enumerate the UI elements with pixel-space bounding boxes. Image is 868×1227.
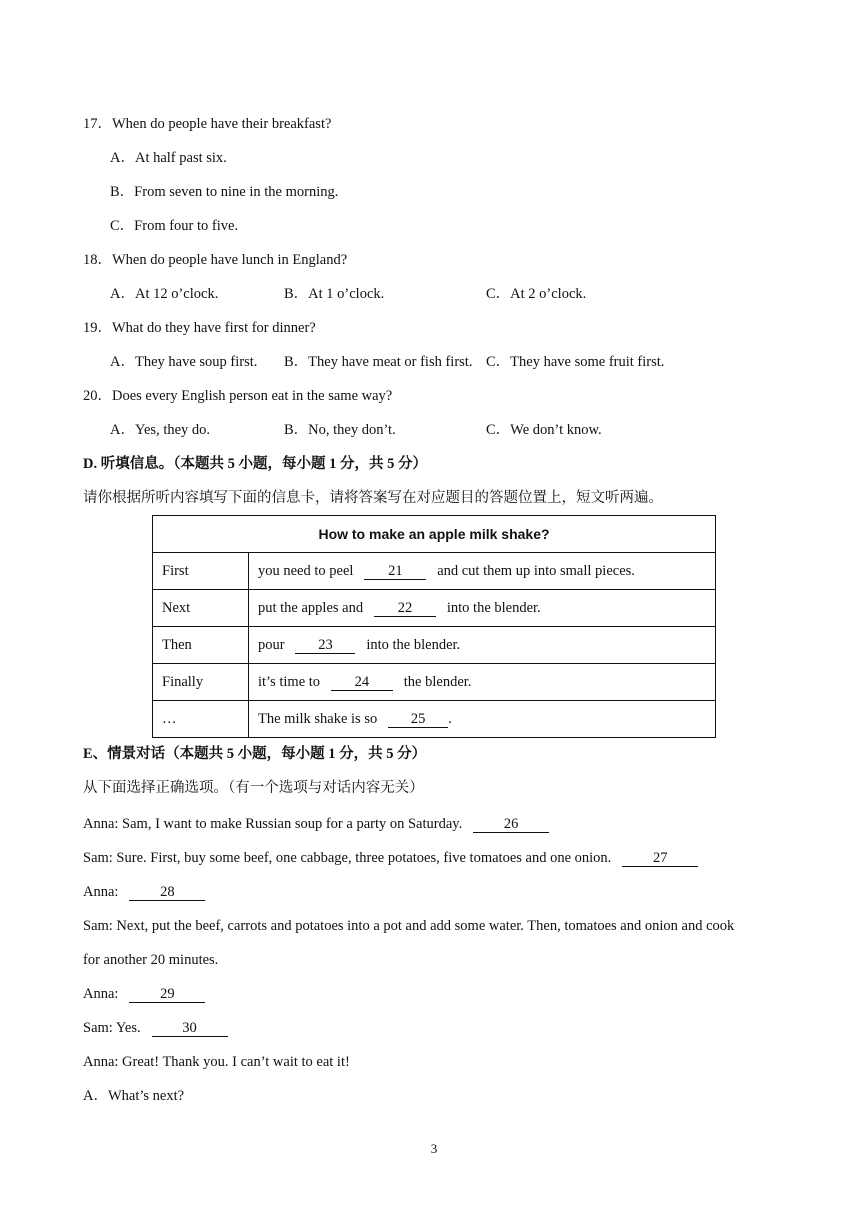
step-text-pre: pour <box>258 636 285 653</box>
dialogue-text: Anna: Sam, I want to make Russian soup for a party on Saturday. <box>83 816 463 832</box>
section-e-heading: E、情景对话（本题共 5 小题，每小题 1 分，共 5 分） <box>83 746 427 762</box>
table-title-row <box>153 516 716 553</box>
question-19-option-a: A．They have soup first. <box>110 354 258 370</box>
dialogue-text: Anna: <box>83 986 119 1002</box>
step-text <box>249 627 716 664</box>
step-text-pre: it’s time to <box>258 673 321 690</box>
question-20-stem: 20．Does every English person eat in the same way? <box>83 388 393 404</box>
table-row <box>153 553 716 590</box>
dialogue-line <box>83 849 698 867</box>
question-17-option-a: A．At half past six. <box>110 150 227 166</box>
page-number: 3 <box>430 1141 438 1156</box>
answer-blank-26: 26 <box>473 816 549 833</box>
question-17-option-c: C．From four to five. <box>110 218 239 234</box>
step-label: Next <box>153 590 249 627</box>
dialogue-text: Anna: <box>83 884 119 900</box>
dialogue-line <box>83 917 734 935</box>
step-text <box>249 664 716 701</box>
question-20-option-c: C．We don’t know. <box>486 422 602 438</box>
dialogue-line <box>83 951 218 969</box>
question-20-option-b: B．No, they don’t. <box>284 422 396 438</box>
answer-blank-29: 29 <box>129 986 205 1003</box>
question-18-stem: 18．When do people have lunch in England? <box>83 252 348 268</box>
dialogue-line <box>83 883 205 901</box>
dialogue-text: Anna: Great! Thank you. I can’t wait to eat it! <box>83 1054 350 1070</box>
question-17-stem: 17．When do people have their breakfast? <box>83 116 332 132</box>
dialogue-text: Sam: Yes. <box>83 1020 141 1036</box>
answer-blank-24: 24 <box>331 674 393 691</box>
question-20-option-a: A．Yes, they do. <box>110 422 211 438</box>
table-row <box>153 590 716 627</box>
table-row <box>153 701 716 738</box>
answer-blank-22: 22 <box>374 600 436 617</box>
table-row <box>153 664 716 701</box>
step-text-post: and cut them up into small pieces. <box>437 562 635 579</box>
question-18-option-b: B．At 1 o’clock. <box>284 286 385 302</box>
question-19-stem: 19．What do they have first for dinner? <box>83 320 316 336</box>
dialogue-line <box>83 1053 350 1071</box>
step-label: Finally <box>153 664 249 701</box>
step-text <box>249 553 716 590</box>
question-18-option-a: A．At 12 o’clock. <box>110 286 219 302</box>
question-19-option-b: B．They have meat or fish first. <box>284 354 473 370</box>
step-text-pre: you need to peel <box>258 562 354 579</box>
section-e-instruction: 从下面选择正确选项。（有一个选项与对话内容无关） <box>83 780 424 796</box>
step-label: Then <box>153 627 249 664</box>
answer-blank-27: 27 <box>622 850 698 867</box>
step-text-post: . <box>448 710 452 727</box>
dialogue-line <box>83 1019 228 1037</box>
answer-blank-23: 23 <box>295 637 355 654</box>
step-text-post: into the blender. <box>446 599 541 616</box>
step-label: First <box>153 553 249 590</box>
answer-blank-25: 25 <box>388 711 448 728</box>
question-19-option-c: C．They have some fruit first. <box>486 354 665 370</box>
section-d-instruction: 请你根据所听内容填写下面的信息卡，请将答案写在对应题目的答题位置上，短文听两遍。 <box>83 490 663 506</box>
step-text-post: the blender. <box>403 673 472 690</box>
table-row <box>153 627 716 664</box>
step-text-pre: The milk shake is so <box>258 710 378 727</box>
dialogue-line <box>83 815 549 833</box>
dialogue-line <box>83 985 205 1003</box>
table-title: How to make an apple milk shake? <box>153 516 716 553</box>
question-18-option-c: C．At 2 o’clock. <box>486 286 587 302</box>
question-17-option-b: B．From seven to nine in the morning. <box>110 184 339 200</box>
step-text-pre: put the apples and <box>258 599 364 616</box>
section-d-heading: D. 听填信息。（本题共 5 小题，每小题 1 分，共 5 分） <box>83 456 427 472</box>
option-a: A．What’s next? <box>83 1088 185 1104</box>
answer-blank-28: 28 <box>129 884 205 901</box>
dialogue-text: Sam: Next, put the beef, carrots and potatoes into a pot and add some water. Then, tomatoes and onion and cook <box>83 918 735 934</box>
step-text-post: into the blender. <box>366 636 461 653</box>
answer-blank-21: 21 <box>364 563 426 580</box>
dialogue-text: Sam: Sure. First, buy some beef, one cabbage, three potatoes, five tomatoes and one onion. <box>83 850 612 866</box>
step-label: … <box>153 701 249 738</box>
dialogue-text: for another 20 minutes. <box>83 952 219 968</box>
answer-blank-30: 30 <box>152 1020 228 1037</box>
step-text <box>249 701 716 738</box>
info-card-table <box>152 515 716 738</box>
step-text <box>249 590 716 627</box>
